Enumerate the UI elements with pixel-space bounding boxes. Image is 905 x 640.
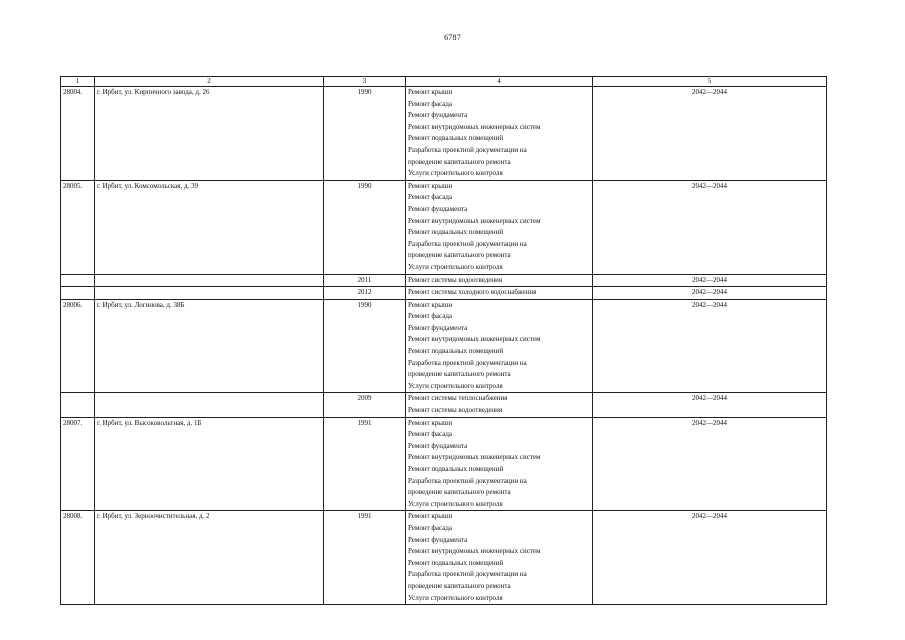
work-item: Ремонт фасада [408,523,453,532]
row-id-cell [61,287,95,300]
table-row [61,417,827,511]
year-cell: 1991 [324,511,406,605]
works-cell [406,393,593,417]
address-cell: г. Ирбит, ул. Зерноочистительная, д. 2 [95,511,324,605]
work-item: Ремонт крыши [408,418,453,427]
table-row [61,299,827,393]
year-cell: 1991 [324,417,406,511]
work-item: Ремонт системы водоотведения [408,275,503,284]
work-item: проведение капитального ремонта [408,488,511,497]
work-item: Ремонт подвальных помещений [408,558,504,567]
period-cell: 2042—2044 [593,299,827,393]
period-cell: 2042—2044 [593,287,827,300]
work-item: Ремонт крыши [408,181,453,190]
work-item: Услуги строительного контроля [408,499,503,508]
column-header-4: 4 [406,77,593,87]
work-item: Ремонт внутридомовых инженерных систем [408,547,541,556]
work-item: Ремонт подвальных помещений [408,465,504,473]
table-row [61,180,827,274]
year-cell: 2009 [324,393,406,417]
period-cell: 2042—2044 [593,87,827,181]
work-item: Услуги строительного контроля [408,169,503,178]
works-cell [406,180,593,274]
table-body [61,87,827,605]
work-item: Разработка проектной документации на [408,476,527,485]
work-item: Ремонт фасада [408,312,453,321]
address-cell [95,287,324,300]
table-row [61,287,827,300]
work-item: Ремонт внутридомовых инженерных систем [408,335,541,344]
work-item: Ремонт фасада [408,99,453,108]
work-item: Разработка проектной документации на [408,358,527,367]
period-cell: 2042—2044 [593,417,827,511]
work-item: Ремонт системы водоотведения [408,406,503,415]
work-item: Ремонт фундамента [408,323,468,332]
address-cell [95,274,324,287]
works-cell [406,274,593,287]
work-item: Ремонт внутридомовых инженерных систем [408,453,541,462]
row-id-cell: 28006. [61,299,95,393]
work-item: Ремонт крыши [408,512,453,521]
period-cell: 2042—2044 [593,274,827,287]
work-item: Ремонт внутридомовых инженерных систем [408,122,541,131]
address-cell: г. Ирбит, ул. Высоковольтная, д. 1Б [95,417,324,511]
work-item: Ремонт системы теплоснабжения [408,394,508,403]
period-cell: 2042—2044 [593,180,827,274]
column-header-2: 2 [95,77,324,87]
work-item: Услуги строительного контроля [408,381,503,390]
year-cell: 2012 [324,287,406,300]
row-id-cell [61,393,95,417]
row-id-cell: 28007. [61,417,95,511]
table-row [61,274,827,287]
table-row [61,393,827,417]
work-item: Ремонт системы холодного водоснабжения [408,288,537,297]
page-number: 6787 [444,33,461,42]
row-id-cell: 28008. [61,511,95,605]
work-item: Ремонт фасада [408,193,453,202]
column-header-3: 3 [324,77,406,87]
column-header-1: 1 [61,77,95,87]
work-item: Услуги строительного контроля [408,262,503,271]
table-header [61,77,827,87]
work-item: Ремонт фундамента [408,204,468,213]
works-cell [406,287,593,300]
year-cell: 1990 [324,87,406,181]
work-item: Ремонт фундамента [408,535,468,544]
table-row [61,511,827,605]
work-item: Ремонт внутридомовых инженерных систем [408,216,541,225]
work-item: Услуги строительного контроля [408,593,503,602]
work-item: проведение капитального ремонта [408,157,511,166]
work-item: проведение капитального ремонта [408,251,511,260]
work-item: проведение капитального ремонта [408,581,511,590]
work-item: Ремонт подвальных помещений [408,347,504,356]
address-cell: г. Ирбит, ул. Логинова, д. 38Б [95,299,324,393]
row-id-cell: 28005. [61,180,95,274]
work-item: Ремонт фундамента [408,441,468,450]
work-item: Ремонт фасада [408,430,453,439]
column-header-5: 5 [593,77,827,87]
work-item: Разработка проектной документации на [408,570,527,579]
work-item: Ремонт фундамента [408,111,468,120]
works-cell [406,299,593,393]
year-cell: 1990 [324,299,406,393]
period-cell: 2042—2044 [593,393,827,417]
table-row [61,87,827,181]
address-cell: г. Ирбит, ул. Кирпичного завода, д. 26 [95,87,324,181]
work-item: Разработка проектной документации на [408,145,527,154]
year-cell: 2011 [324,274,406,287]
work-item: Ремонт подвальных помещений [408,134,504,143]
works-cell [406,417,593,511]
works-cell [406,87,593,181]
address-cell [95,393,324,417]
header-row [61,77,827,87]
period-cell: 2042—2044 [593,511,827,605]
address-cell: г. Ирбит, ул. Комсомольская, д. 39 [95,180,324,274]
work-item: Ремонт подвальных помещений [408,228,504,237]
work-item: Ремонт крыши [408,88,453,96]
row-id-cell: 28004. [61,87,95,181]
work-item: Разработка проектной документации на [408,239,527,248]
year-cell: 1990 [324,180,406,274]
works-cell [406,511,593,605]
capital-repair-table [60,76,827,605]
row-id-cell [61,274,95,287]
work-item: проведение капитального ремонта [408,370,511,379]
work-item: Ремонт крыши [408,300,453,309]
